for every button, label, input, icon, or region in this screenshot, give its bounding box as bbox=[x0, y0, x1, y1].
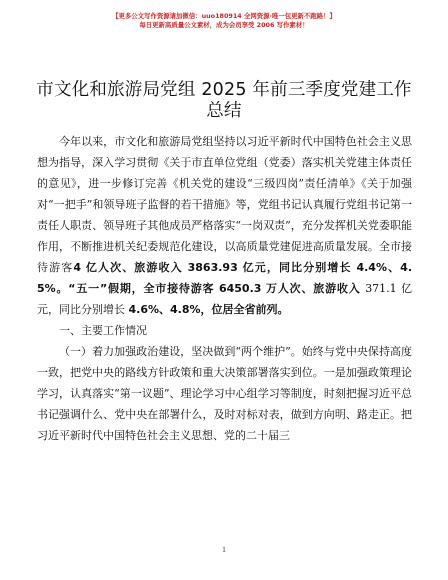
promo-line-2: 每日更新高质量公文素材，成为会员享受 2006 写作素材！ bbox=[139, 21, 309, 29]
intro-text-b: 371.1 亿元，同比分别增长 bbox=[37, 282, 412, 316]
document-title bbox=[0, 80, 448, 122]
page-number: 1 bbox=[222, 545, 226, 554]
promo-banner bbox=[0, 12, 448, 30]
intro-bold-stats-b: 4.6%、4.8%，位居全省前列。 bbox=[128, 303, 289, 316]
title-line-1: 市文化和旅游局党组 2025 年前三季度党建工作 bbox=[36, 80, 412, 100]
document-body bbox=[37, 131, 412, 446]
intro-text-a: 今年以来，市文化和旅游局党组坚持以习近平新时代中国特色社会主义思想为指导，深入学习贯彻《关于市直单位党组（党委）落实机关党建主体责任的意见》，进一步修订完善《机关党的建设“三级四岗”责任清单》《关于加强对“一把手”和领导班子监督的若干措施》等，党组书记认真履行党组书记第一责任人职责、领导班子其他成员严格落实“一岗双责”，充分发挥机关党委职能作用，不断推进机关纪委规范化建设，以高质量党建促进高质量发展。全市接待游客 bbox=[37, 135, 412, 274]
intro-bold-stats-a: 4 亿人次、旅游收入 3863.93 亿元，同比分别增长 4.4%、4.5%。“五一”假期，全市接待游客 6450.3 万人次、旅游收入 bbox=[37, 261, 413, 295]
intro-paragraph bbox=[37, 131, 412, 320]
political-building-paragraph: （一）着力加强政治建设，坚决做到“两个维护”。始终与党中央保持高度一致，把党中央的路线方针政策和重大决策部署落实到位。一是加强政策理论学习，认真落实“第一议题”、理论学习中心组学习等制度，时刻把握习近平总书记强调什么、党中央在部署什么，及时对标对表，做到方向明、路走正。把习近平新时代中国特色社会主义思想、党的二十届三 bbox=[37, 345, 412, 442]
section-heading: 一、主要工作情况 bbox=[59, 324, 147, 337]
promo-line-1: 【更多公文写作资源请加微信：uuo180914 全网资源·唯一包更新不跑路！】 bbox=[112, 12, 336, 20]
title-line-2: 总结 bbox=[206, 101, 242, 121]
